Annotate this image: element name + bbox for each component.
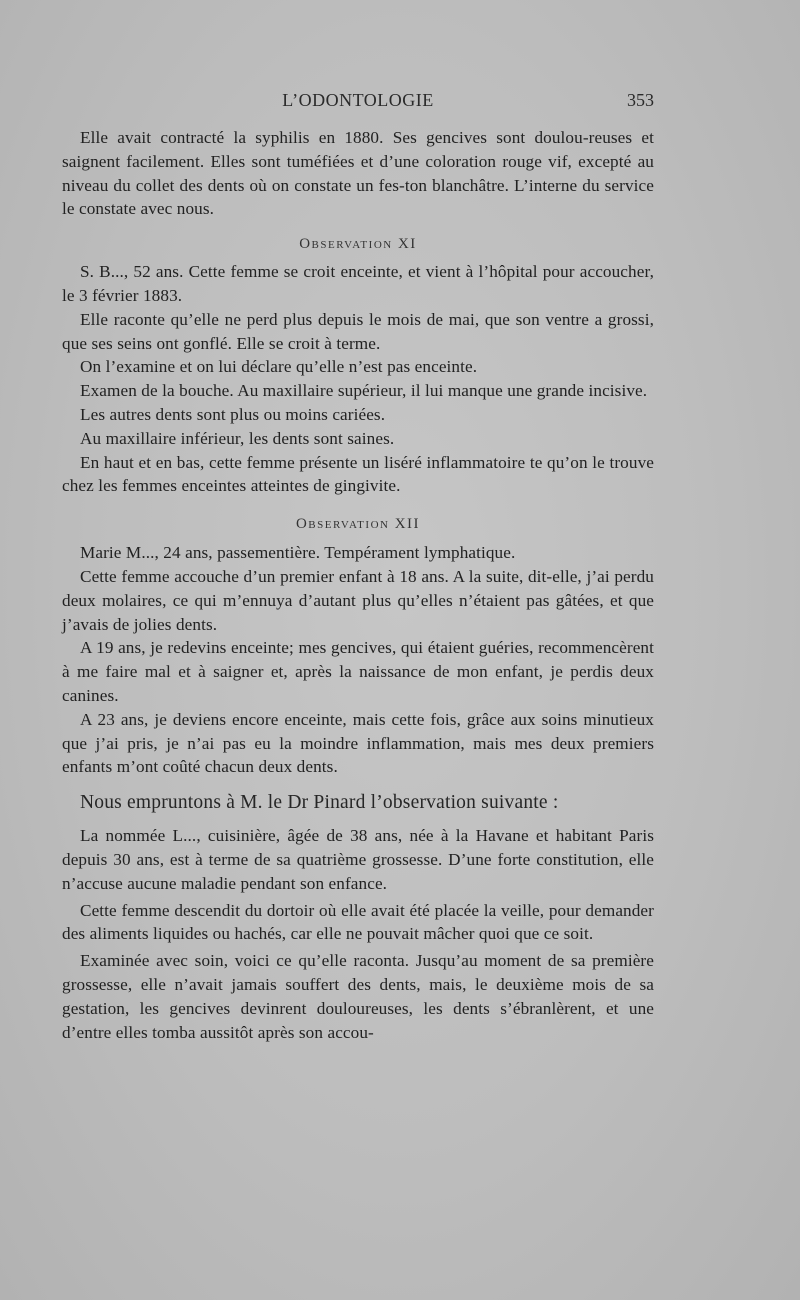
observation-xii-section <box>62 541 654 779</box>
paragraph: La nommée L..., cuisinière, âgée de 38 ans, née à la Havane et habitant Paris depuis 30 ans, est à terme de sa quatrième grossesse. D’une forte constitution, elle n’accuse aucune maladie pendant son enfance. <box>62 826 654 893</box>
pinard-lead-heading: Nous empruntons à M. le Dr Pinard l’observation suivante : <box>80 792 559 814</box>
observation-xi-heading: Observation XI <box>299 236 417 253</box>
paragraph: Cette femme descendit du dortoir où elle avait été placée la veille, pour demander des aliments liquides ou hachés, car elle ne pouvait mâcher quoi que ce soit. <box>62 900 654 944</box>
observation-xii-heading: Observation XII <box>295 516 421 533</box>
paragraph: Marie M..., 24 ans, passementière. Tempérament lymphatique. <box>80 543 516 563</box>
paragraph: Elle avait contracté la syphilis en 1880. Ses gencives sont doulou-reuses et saignent facilement. Elles sont tuméfiées et d’une coloration rouge vif, excepté au niveau du collet des dents où on constate un fes-ton blanchâtre. L’interne du service le constate avec nous. <box>62 128 654 219</box>
paragraph: A 19 ans, je redevins enceinte; mes gencives, qui étaient guéries, recommencèrent à me faire mal et à saigner et, après la naissance de mon enfant, je perdis deux canines. <box>62 638 654 705</box>
observation-xi-section <box>62 260 654 498</box>
running-title: L’ODONTOLOGIE <box>282 90 434 110</box>
page-body <box>62 126 654 1044</box>
page-number: 353 <box>627 90 654 110</box>
paragraph: Cette femme accouche d’un premier enfant à 18 ans. A la suite, dit-elle, j’ai perdu deux molaires, ce qui m’ennuya d’autant plus qu’elles n’étaient pas gâtées, et que j’avais de jolies dents. <box>62 566 654 634</box>
paragraph: Les autres dents sont plus ou moins cariées. <box>80 404 386 424</box>
paragraph: Au maxillaire inférieur, les dents sont saines. <box>80 428 395 448</box>
paragraph: Examinée avec soin, voici ce qu’elle raconta. Jusqu’au moment de sa première grossesse, elle n’avait jamais souffert des dents, mais, le deuxième mois de sa gestation, les gencives devinrent douloureuses, les dents s’ébranlèrent, et une d’entre elles tomba aussitôt après son accou- <box>62 951 654 1042</box>
paragraph: On l’examine et on lui déclare qu’elle n’est pas enceinte. <box>80 357 478 377</box>
paragraph: En haut et en bas, cette femme présente un liséré inflammatoire te qu’on le trouve chez les femmes enceintes atteintes de gingivite. <box>62 452 654 496</box>
paragraph: Elle raconte qu’elle ne perd plus depuis le mois de mai, que son ventre a grossi, que ses seins ont gonflé. Elle se croit à terme. <box>62 309 654 353</box>
paragraph: S. B..., 52 ans. Cette femme se croit enceinte, et vient à l’hôpital pour accoucher, le 3 février 1883. <box>62 262 654 305</box>
paragraph: A 23 ans, je deviens encore enceinte, mais cette fois, grâce aux soins minutieux que j’ai pris, je n’ai pas eu la moindre inflammation, mais mes deux premiers enfants m’ont coûté chacun deux dents. <box>62 709 654 777</box>
page-header <box>62 90 654 114</box>
paragraph: Examen de la bouche. Au maxillaire supérieur, il lui manque une grande incisive. <box>80 381 648 401</box>
pinard-section <box>62 824 654 1044</box>
